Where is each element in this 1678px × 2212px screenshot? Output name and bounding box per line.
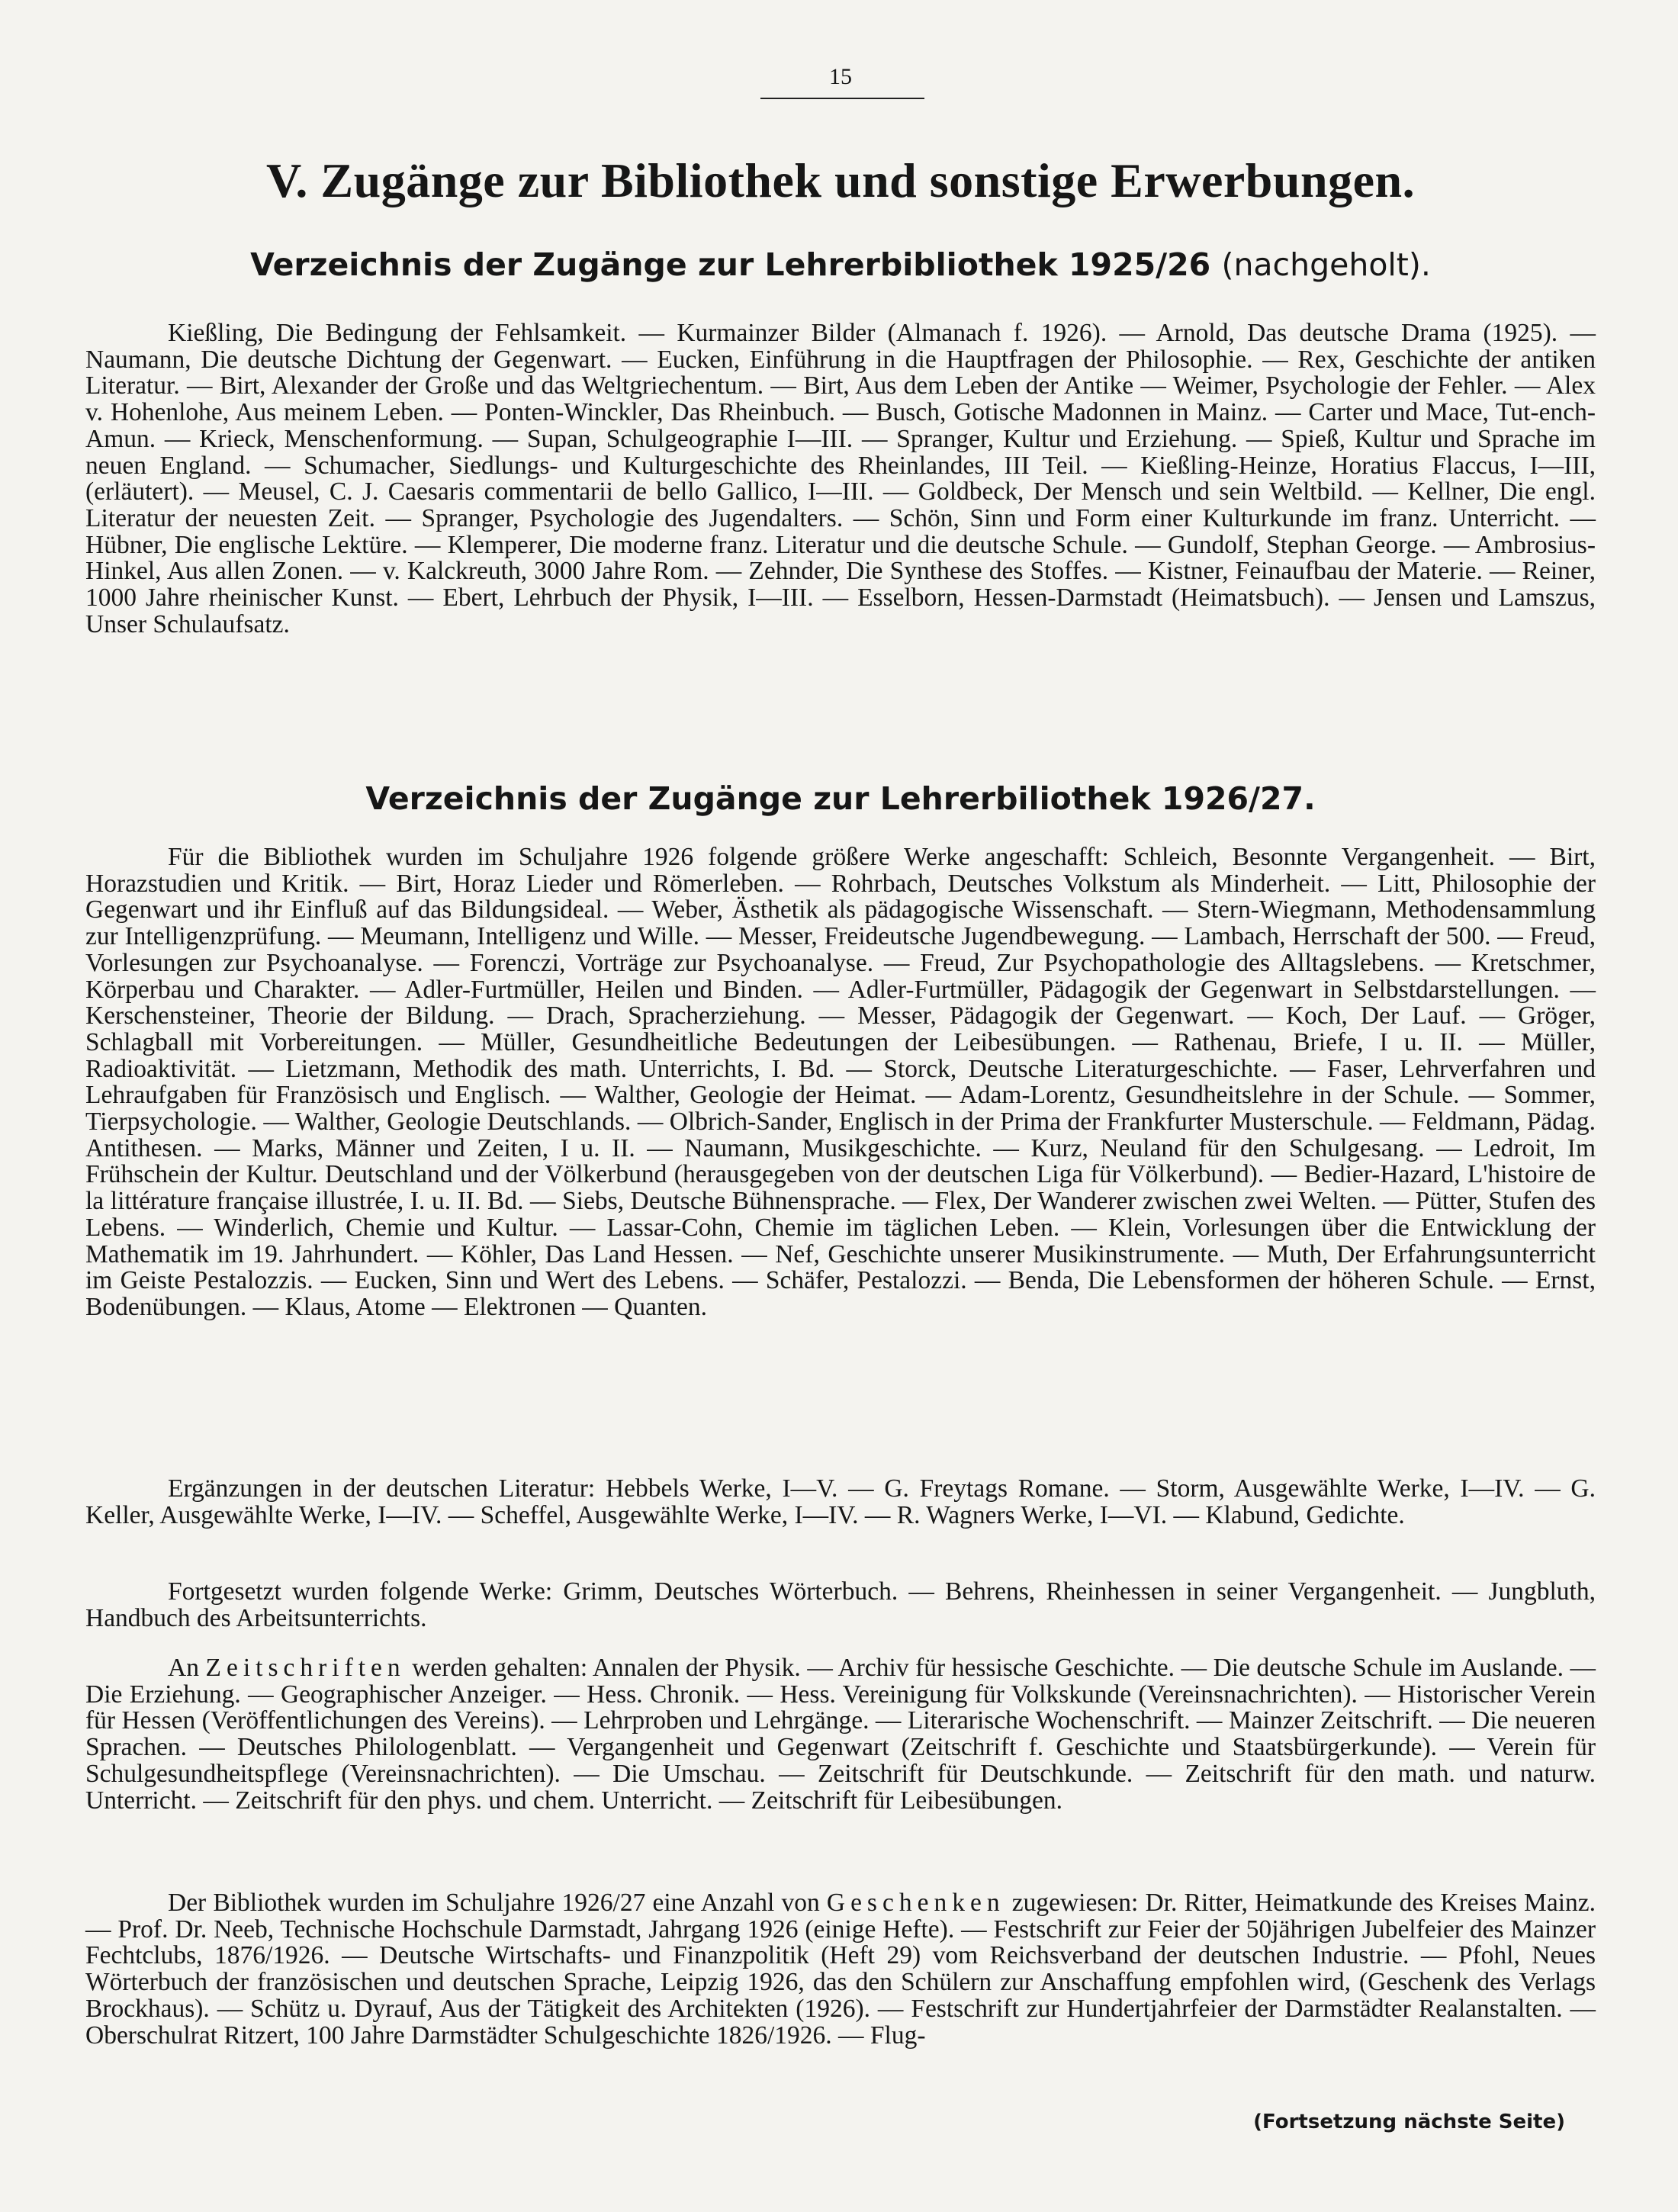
periodicals-keyword: Zeitschriften: [205, 1654, 406, 1682]
acquisitions-list-1926-27: Für die Bibliothek wurden im Schuljahre 1926 folgende größere Werke angeschafft: Schleich, Besonnte Vergangenheit. — Birt, Horazstudien und Kritik. — Birt, Horaz Lieder und Römerleben. — Rohrbach, Deutsches Volkstum als Minderheit. — Litt, Philosophie der Gegenwart und ihr Einfluß auf das Bildungsideal. — Weber, Ästhetik als pädagogische Wissenschaft. — Stern-Wiegmann, Methodensammlung zur Intelligenzprüfung. — Meumann, Intelligenz und Wille. — Messer, Freideutsche Jugendbewegung. — Lambach, Herrschaft der 500. — Freud, Vorlesungen zur Psychoanalyse. — Forenczi, Vorträge zur Psychoanalyse. — Freud, Zur Psychopathologie des Alltagslebens. — Kretschmer, Körperbau und Charakter. — Adler-Furtmüller, Heilen und Binden. — Adler-Furtmüller, Pädagogik der Gegenwart in Selbstdarstellungen. — Kerschensteiner, Theorie der Bildung. — Drach, Spracherziehung. — Messer, Pädagogik der Gegenwart. — Koch, Der Lauf. — Gröger, Schlagball mit Vorbereitungen. — Müller, Gesundheitliche Bedeutungen der Leibesübungen. — Rathenau, Briefe, I u. II. — Müller, Radioaktivität. — Lietzmann, Methodik des math. Unterrichts, I. Bd. — Storck, Deutsche Literaturgeschichte. — Faser, Lehrverfahren und Lehraufgaben für Französisch und Englisch. — Walther, Geologie der Heimat. — Adam-Lorentz, Gesundheitslehre in der Schule. — Sommer, Tierpsychologie. — Walther, Geologie Deutschlands. — Olbrich-Sander, Englisch in der Prima der Frankfurter Musterschule. — Feldmann, Pädag. Antithesen. — Marks, Männer und Zeiten, I u. II. — Naumann, Musikgeschichte. — Kurz, Neuland für den Schulgesang. — Ledroit, Im Frühschein der Kultur. Deutschland und der Völkerbund (herausgegeben von der deutschen Liga für Völkerbund). — Bedier-Hazard, L'histoire de la littérature française illustrée, I. u. II. Bd. — Siebs, Deutsche Bühnensprache. — Flex, Der Wanderer zwischen zwei Welten. — Pütter, Stufen des Lebens. — Winderlich, Chemie und Kultur. — Lassar-Cohn, Chemie im täglichen Leben. — Klein, Vorlesungen über die Entwicklung der Mathematik im 19. Jahrhundert. — Köhler, Das Land Hessen. — Nef, Geschichte unserer Musikinstrumente. — Muth, Der Erfahrungsunterricht im Geiste Pestalozzis. — Eucken, Sinn und Wert des Lebens. — Schäfer, Pestalozzi. — Benda, Die Lebensformen der höheren Schule. — Ernst, Bodenübungen. — Klaus, Atome — Elektronen — Quanten.: [85, 843, 1596, 1321]
page-number: 15: [829, 64, 852, 89]
acquisitions-list-1925-26: Kießling, Die Bedingung der Fehlsamkeit. — Kurmainzer Bilder (Almanach f. 1926). — Arnold, Das deutsche Drama (1925). — Naumann, Die deutsche Dichtung der Gegenwart. — Eucken, Einführung in die Hauptfragen der Philosophie. — Rex, Geschichte der antiken Literatur. — Birt, Alexander der Große und das Weltgriechentum. — Birt, Aus dem Leben der Antike — Weimer, Psychologie der Fehler. — Alex v. Hohenlohe, Aus meinem Leben. — Ponten-Winckler, Das Rheinbuch. — Busch, Gotische Madonnen in Mainz. — Carter und Mace, Tut-ench-Amun. — Krieck, Menschenformung. — Supan, Schulgeographie I—III. — Spranger, Kultur und Erziehung. — Spieß, Kultur und Sprache im neuen England. — Schumacher, Siedlungs- und Kulturgeschichte des Rheinlandes, III Teil. — Kießling-Heinze, Horatius Flaccus, I—III, (erläutert). — Meusel, C. J. Caesaris commentarii de bello Gallico, I—III. — Goldbeck, Der Mensch und sein Weltbild. — Kellner, Die engl. Literatur der neuesten Zeit. — Spranger, Psychologie des Jugendalters. — Schön, Sinn und Form einer Kulturkunde im franz. Unterricht. — Hübner, Die englische Lektüre. — Klemperer, Die moderne franz. Literatur und die deutsche Schule. — Gundolf, Stephan George. — Ambrosius-Hinkel, Aus allen Zonen. — v. Kalckreuth, 3000 Jahre Rom. — Zehnder, Die Synthese des Stoffes. — Kistner, Feinaufbau der Materie. — Reiner, 1000 Jahre rheinischer Kunst. — Ebert, Lehrbuch der Physik, I—III. — Esselborn, Hessen-Darmstadt (Heimatsbuch). — Jensen und Lamszus, Unser Schulaufsatz.: [85, 319, 1596, 638]
section-heading-1925-26: [85, 246, 1596, 283]
section-heading-1925-26-text: Verzeichnis der Zugänge zur Lehrerbibliothek 1925/26: [250, 246, 1211, 283]
periodicals-paragraph: [85, 1655, 1596, 1814]
document-page: [85, 0, 1596, 2212]
continued-works-paragraph: Fortgesetzt wurden folgende Werke: Grimm, Deutsches Wörterbuch. — Behrens, Rheinhessen in seiner Vergangenheit. — Jungbluth, Handbuch des Arbeitsunterrichts.: [85, 1577, 1596, 1632]
gifts-text: zugewiesen: Dr. Ritter, Heimatkunde des Kreises Mainz. — Prof. Dr. Neeb, Technische Hochschule Darmstadt, Jahrgang 1926 (einige Hefte). — Festschrift zur Feier der 50jährigen Jubelfeier des Mainzer Fechtclubs, 1876/1926. — Deutsche Wirtschafts- und Finanzpolitik (Heft 29) vom Reichsverband der deutschen Industrie. — Pfohl, Neues Wörterbuch der französischen und deutschen Sprache, Leipzig 1926, das den Schülern zur Anschaffung empfohlen wird, (Geschenk des Verlags Brockhaus). — Schütz u. Dyrauf, Aus der Tätigkeit des Architekten (1926). — Festschrift zur Hundertjahrfeier der Darmstädter Realanstalten. — Oberschulrat Ritzert, 100 Jahre Darmstädter Schulgeschichte 1826/1926. — Flug-: [85, 1889, 1596, 2050]
periodicals-text: werden gehalten: Annalen der Physik. — Archiv für hessische Geschichte. — Die deutsche Schule im Auslande. — Die Erziehung. — Geographischer Anzeiger. — Hess. Chronik. — Hess. Vereinigung für Volkskunde (Vereinsnachrichten). — Historischer Verein für Hessen (Veröffentlichungen des Vereins). — Lehrproben und Lehrgänge. — Literarische Wochenschrift. — Mainzer Zeitschrift. — Die neueren Sprachen. — Deutsches Philologenblatt. — Vergangenheit und Gegenwart (Zeitschrift f. Geschichte und Staatsbürgerkunde). — Verein für Schulgesundheitspflege (Vereinsnachrichten). — Die Umschau. — Zeitschrift für Deutschkunde. — Zeitschrift für den math. und naturw. Unterricht. — Zeitschrift für den phys. und chem. Unterricht. — Zeitschrift für Leibesübungen.: [85, 1654, 1596, 1815]
section-heading-1926-27: Verzeichnis der Zugänge zur Lehrerbiliothek 1926/27.: [365, 780, 1316, 817]
literature-supplements-paragraph: Ergänzungen in der deutschen Literatur: Hebbels Werke, I—V. — G. Freytags Romane. — Storm, Ausgewählte Werke, I—IV. — G. Keller, Ausgewählte Werke, I—IV. — Scheffel, Ausgewählte Werke, I—IV. — R. Wagners Werke, I—VI. — Klabund, Gedichte.: [85, 1474, 1596, 1529]
continuation-note: (Fortsetzung nächste Seite): [1253, 2111, 1565, 2133]
periodicals-lead: An: [168, 1654, 199, 1682]
section-heading-1925-26-note: (nachgeholt).: [1221, 246, 1431, 283]
page-number-rule: [760, 98, 924, 99]
gifts-paragraph: [85, 1890, 1596, 2049]
chapter-title: V. Zugänge zur Bibliothek und sonstige Erwerbungen.: [265, 153, 1416, 207]
gifts-lead: Der Bibliothek wurden im Schuljahre 1926/27 eine Anzahl von: [168, 1889, 820, 1917]
gifts-keyword: Geschenken: [826, 1889, 1005, 1917]
